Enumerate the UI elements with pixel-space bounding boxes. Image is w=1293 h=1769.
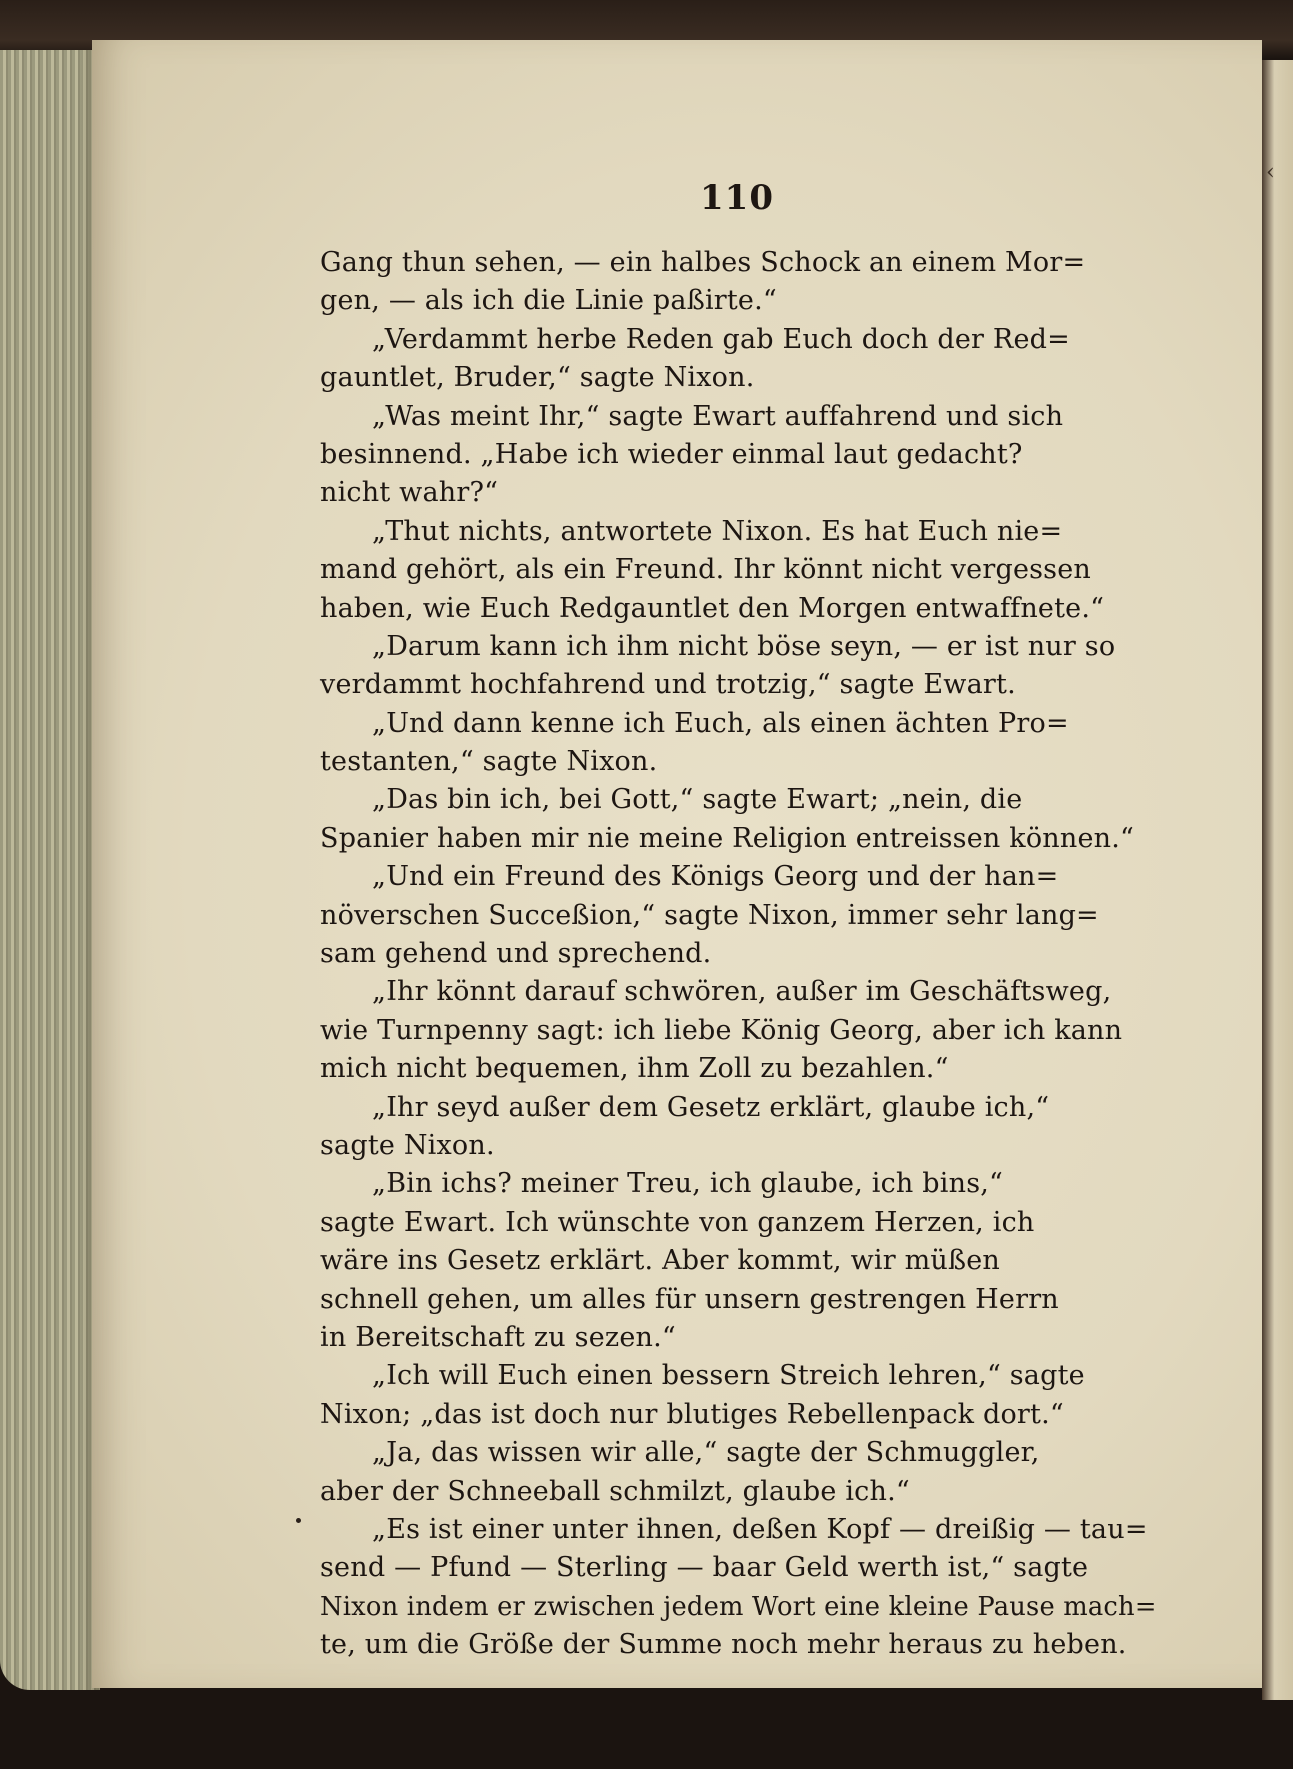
text-line: nicht wahr?“ — [320, 477, 499, 509]
text-line: haben, wie Euch Redgauntlet den Morgen entwaffnete.“ — [320, 592, 1105, 624]
text-line: „Was meint Ihr,“ sagte Ewart auffahrend und sich — [372, 400, 1064, 432]
margin-dot — [296, 1518, 301, 1523]
text-line: testanten,“ sagte Nixon. — [320, 746, 658, 778]
text-line: verdammt hochfahrend und trotzig,“ sagte Ewart. — [320, 669, 1016, 701]
adjacent-page-mark: ‹ — [1266, 160, 1275, 185]
text-line: schnell gehen, um alles für unsern gestrengen Herrn — [320, 1283, 1059, 1315]
page-number: 110 — [700, 178, 774, 218]
text-line: „Ja, das wissen wir alle,“ sagte der Schmuggler, — [372, 1437, 1040, 1469]
text-line: „Bin ichs? meiner Treu, ich glaube, ich bins,“ — [372, 1168, 1004, 1200]
text-line: aber der Schneeball schmilzt, glaube ich.“ — [320, 1475, 910, 1507]
text-line: mand gehört, als ein Freund. Ihr könnt nicht vergessen — [320, 554, 1092, 586]
text-line: wäre ins Gesetz erklärt. Aber kommt, wir müßen — [320, 1245, 1000, 1277]
text-line: te, um die Größe der Summe noch mehr heraus zu heben. — [320, 1629, 1127, 1661]
text-line: send — Pfund — Sterling — baar Geld werth ist,“ sagte — [320, 1552, 1089, 1584]
text-line: gen, — als ich die Linie paßirte.“ — [320, 285, 777, 317]
text-line: „Darum kann ich ihm nicht böse seyn, — er ist nur so — [372, 630, 1116, 662]
text-line: Nixon indem er zwischen jedem Wort eine kleine Pause mach= — [320, 1591, 1157, 1622]
text-line: „Ihr könnt darauf schwören, außer im Geschäftsweg, — [372, 976, 1112, 1008]
text-line: Spanier haben mir nie meine Religion entreissen können.“ — [320, 822, 1135, 854]
text-line: besinnend. „Habe ich wieder einmal laut gedacht? — [320, 438, 1023, 470]
text-line: „Es ist einer unter ihnen, deßen Kopf — dreißig — tau= — [372, 1513, 1148, 1545]
text-line: Gang thun sehen, — ein halbes Schock an einem Mor= — [320, 247, 1086, 278]
page-edges — [0, 50, 100, 1690]
text-line: növerschen Succeßion,“ sagte Nixon, immer sehr lang= — [320, 899, 1099, 931]
text-line: „Und dann kenne ich Euch, als einen ächten Pro= — [372, 707, 1069, 739]
text-line: sagte Ewart. Ich wünschte von ganzem Herzen, ich — [320, 1206, 1035, 1238]
text-line: gauntlet, Bruder,“ sagte Nixon. — [320, 362, 755, 394]
text-line: „Thut nichts, antwortete Nixon. Es hat Euch nie= — [372, 515, 1063, 547]
text-line: wie Turnpenny sagt: ich liebe König Georg, aber ich kann — [320, 1014, 1123, 1046]
text-line: „Ich will Euch einen bessern Streich lehren,“ sagte — [372, 1360, 1085, 1392]
text-line: „Und ein Freund des Königs Georg und der han= — [372, 861, 1059, 893]
text-line: „Das bin ich, bei Gott,“ sagte Ewart; „nein, die — [372, 784, 1023, 816]
text-line: sam gehend und sprechend. — [320, 938, 712, 970]
adjacent-page-edge — [1262, 60, 1293, 1700]
text-line: Nixon; „das ist doch nur blutiges Rebellenpack dort.“ — [320, 1398, 1064, 1430]
text-line: mich nicht bequemen, ihm Zoll zu bezahlen.“ — [320, 1053, 949, 1085]
text-line: sagte Nixon. — [320, 1129, 495, 1161]
text-line: in Bereitschaft zu sezen.“ — [320, 1321, 676, 1353]
text-block — [320, 244, 1174, 1664]
text-line: „Verdammt herbe Reden gab Euch doch der Red= — [372, 323, 1070, 355]
text-line: „Ihr seyd außer dem Gesetz erklärt, glaube ich,“ — [372, 1091, 1050, 1123]
